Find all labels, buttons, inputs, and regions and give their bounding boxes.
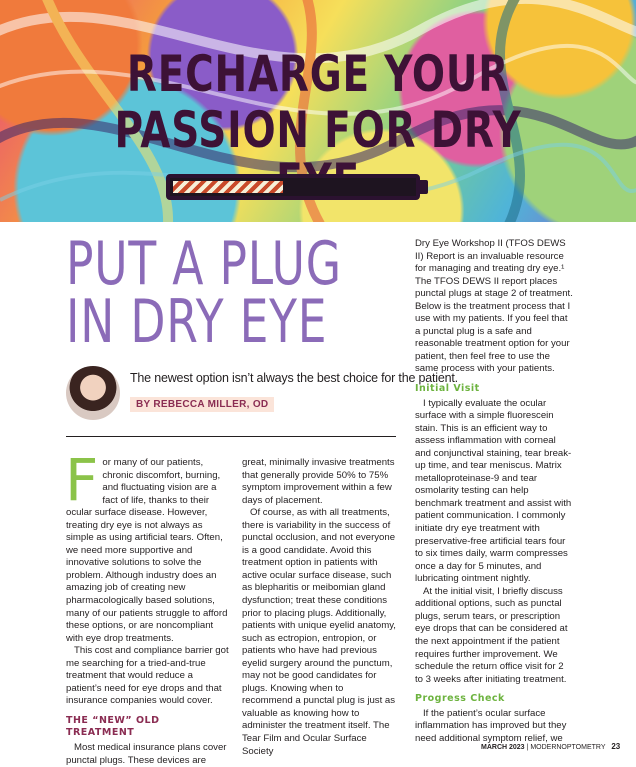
body-column-2 <box>242 457 396 758</box>
banner <box>0 0 636 222</box>
paragraph: Of course, as with all treatments, there is variability in the success of punctal occlusion, and not everyone is a good candidate. Avoid this treatment option in patients with active ocular surface disease, such as blepharitis or meibomian gland dysfunction; treat these conditions prior to placing plugs. Additionally, patients with unique eyelid anatomy, such as ectropion, entropion, or patients who have had previous eyelid surgery around the punctum, may not be good candidates for plugs. Knowing when to recommend a punctal plug is just as valuable as knowing how to administer the treatment itself. The Tear Film and Ocular Surface Society <box>242 507 396 757</box>
paragraph: At the initial visit, I briefly discuss additional options, such as punctal plugs, serum tears, or prescription eye drops that can be considered at the next appointment if the patient requires further improvement. We schedule the return office visit for 2 to 3 weeks after initiating treatment. <box>415 585 568 685</box>
paragraph: Most medical insurance plans cover punctal plugs. These devices are <box>66 742 227 766</box>
article-headline-line2: IN DRY EYE <box>66 287 328 357</box>
drop-cap: F <box>65 446 99 514</box>
author-byline: BY REBECCA MILLER, OD <box>130 397 274 412</box>
body-column-1 <box>65 446 229 767</box>
paragraph: If the patient’s ocular surface inflammation has improved but they need additional symptom relief, we <box>415 707 567 744</box>
page-footer <box>481 742 620 751</box>
banner-title-line1: RECHARGE YOUR <box>126 45 510 103</box>
section-heading: THE “NEW” OLD TREATMENT <box>66 714 160 739</box>
paragraph: great, minimally invasive treatments that generally provide 50% to 75% symptom improvement within a few days of placement. <box>242 457 395 506</box>
paragraph: or many of our patients, chronic discomfort, burning, and fluctuating vision are a fact of life, thanks to their ocular surface disease. However, treating dry eye is not always as simple as using artificial tears. Often, we need more supportive and innovative solutions to solve the problem. Although industry does an amazing job of creating new pharmacologically based solutions, many of our patients struggle to afford these options, or are noncompliant with eye drop treatments. <box>66 457 228 644</box>
article-subtitle: The newest option isn’t always the best choice for the patient. <box>130 371 458 385</box>
divider <box>66 436 396 437</box>
issue-date: MARCH 2023 <box>481 744 525 751</box>
battery-icon <box>166 174 420 200</box>
battery-terminal <box>420 180 428 194</box>
subheading-progress-check: Progress Check <box>415 693 505 705</box>
page-number: 23 <box>611 742 621 751</box>
battery-charge-fill <box>173 181 283 193</box>
subheading-initial-visit: Initial Visit <box>415 383 480 395</box>
article-headline-line1: PUT A PLUG <box>66 229 342 299</box>
author-avatar <box>66 366 120 420</box>
publication-name: MODERNOPTOMETRY <box>530 744 606 751</box>
paragraph: I typically evaluate the ocular surface with a simple fluorescein stain. This is an efficient way to assess inflammation with corneal and conjunctival staining, tear break-up time, and tear meniscus. Matrix metalloproteinase-9 and tear osmolarity testing can help benchmark treatment and assist with patient communication. I commonly initiate dry eye treatment with preservative-free artificial tears four to six times daily, warm compresses once a day for 5 minutes, and lubricating ointment nightly. <box>415 397 572 585</box>
paragraph: This cost and compliance barrier got me searching for a tried-and-true treatment that would reduce a patient’s need for eye drops and that insurance companies would cover. <box>66 645 229 707</box>
paragraph: Dry Eye Workshop II (TFOS DEWS II) Report is an invaluable resource for managing and treating dry eye.¹ The TFOS DEWS II report places punctal plugs at stage 2 of treatment. Below is the treatment process that I use with my patients. If you feel that a punctal plug is a safe and reasonable treatment option for your patient, then feel free to use the same process with your patients. <box>415 238 573 375</box>
body-column-3 <box>415 238 573 745</box>
footer-separator: | <box>526 744 529 751</box>
banner-title-line2: PASSION FOR DRY <box>114 101 522 159</box>
